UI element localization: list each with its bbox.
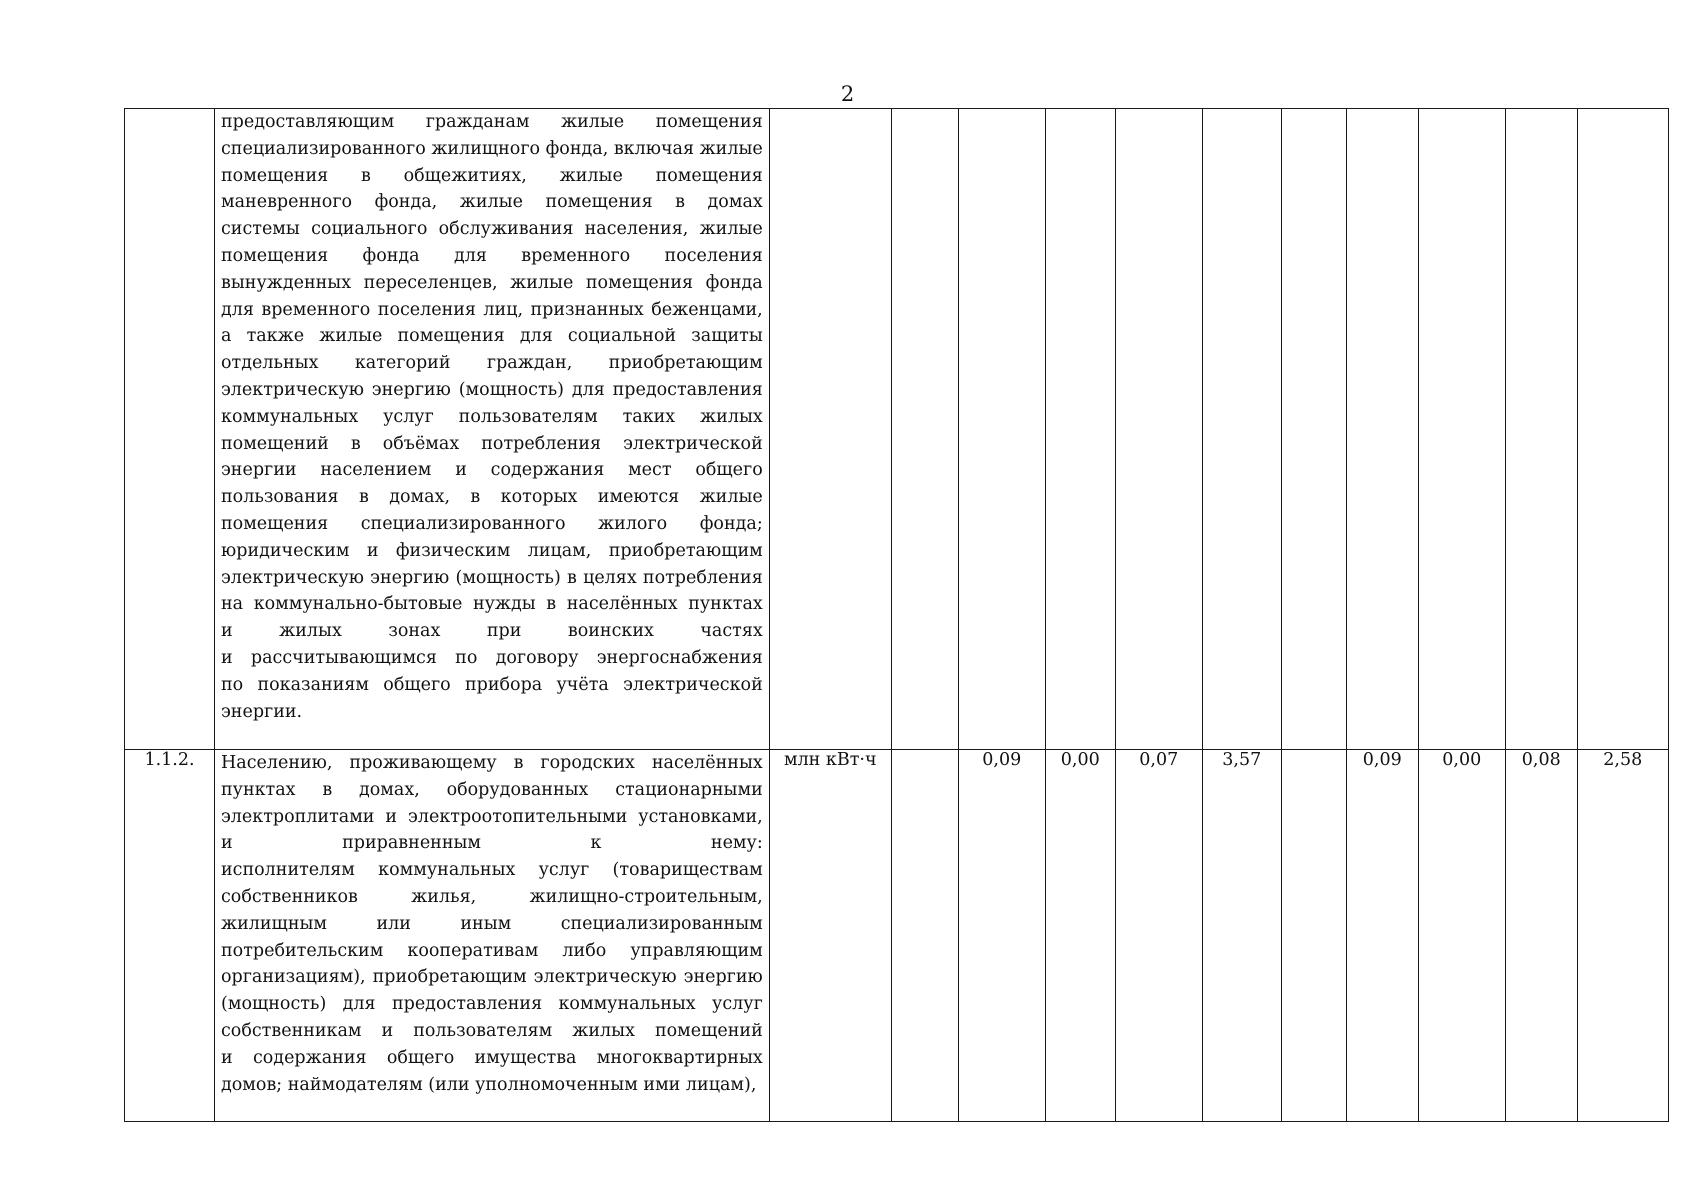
value-cell xyxy=(891,109,958,750)
description-line: энергии. xyxy=(221,701,303,722)
tariff-table xyxy=(124,108,1669,1122)
value-cell: 0,09 xyxy=(958,750,1045,1122)
description-line: предоставляющим гражданам жилые помещения xyxy=(221,112,763,132)
description-line: отдельных категорий граждан, приобретающим xyxy=(221,353,763,374)
unit-cell: млн кВт·ч xyxy=(769,750,891,1122)
value-cell xyxy=(1505,109,1577,750)
description-cell xyxy=(215,109,770,750)
description-cell xyxy=(215,750,770,1122)
description-line: системы социального обслуживания населения, жилые xyxy=(221,219,763,240)
description-line: пунктах в домах, оборудованных стационарными xyxy=(221,779,763,800)
description-line: пользования в домах, в которых имеются жилые xyxy=(221,487,763,508)
value-cell xyxy=(1281,750,1346,1122)
value-cell: 0,08 xyxy=(1505,750,1577,1122)
description-line: и приравненным к нему: xyxy=(221,833,763,854)
description-line: для временного поселения лиц, признанных беженцами, xyxy=(221,299,763,320)
value-cell xyxy=(958,109,1045,750)
page-number: 2 xyxy=(840,82,855,106)
description-line: помещения в общежитиях, жилые помещения xyxy=(221,165,763,186)
description-line: маневренного фонда, жилые помещения в домах xyxy=(221,192,763,213)
value-cell xyxy=(1115,109,1202,750)
description-line: электрическую энергию (мощность) для предоставления xyxy=(221,379,763,400)
description-line: юридическим и физическим лицам, приобретающим xyxy=(221,540,763,561)
value-cell: 0,07 xyxy=(1115,750,1202,1122)
description-line: вынужденных переселенцев, жилые помещения фонда xyxy=(221,272,763,293)
description-line: помещения специализированного жилого фонда; xyxy=(221,513,763,534)
description-line: домов; наймодателям (или уполномоченным ими лицам), xyxy=(221,1074,757,1095)
unit-cell xyxy=(769,109,891,750)
value-cell xyxy=(1346,109,1418,750)
description-line: на коммунально-бытовые нужды в населённых пунктах xyxy=(221,594,763,615)
description-line: электрическую энергию (мощность) в целях потребления xyxy=(221,567,763,588)
value-cell: 3,57 xyxy=(1202,750,1281,1122)
description-line: жилищным или иным специализированным xyxy=(221,913,763,934)
description-line: помещения фонда для временного поселения xyxy=(221,245,763,266)
value-cell xyxy=(1202,109,1281,750)
description-line: и содержания общего имущества многоквартирных xyxy=(221,1047,763,1068)
value-cell xyxy=(891,750,958,1122)
description-line: исполнителям коммунальных услуг (товариществам xyxy=(221,860,763,881)
row-number-cell: 1.1.2. xyxy=(125,750,215,1122)
value-cell xyxy=(1418,109,1505,750)
table-row xyxy=(125,109,1669,750)
description-line: помещений в объёмах потребления электрической xyxy=(221,433,763,454)
description-line: энергии населением и содержания мест общего xyxy=(221,460,763,481)
description-line: коммунальных услуг пользователям таких жилых xyxy=(221,406,763,427)
value-cell: 0,00 xyxy=(1045,750,1115,1122)
value-cell: 0,09 xyxy=(1346,750,1418,1122)
table-row xyxy=(125,750,1669,1122)
description-line: электроплитами и электроотопительными установками, xyxy=(221,806,763,827)
description-line: а также жилые помещения для социальной защиты xyxy=(221,326,763,347)
value-cell: 0,00 xyxy=(1418,750,1505,1122)
description-line: специализированного жилищного фонда, включая жилые xyxy=(221,138,763,159)
description-line: Населению, проживающему в городских населённых xyxy=(221,753,763,773)
description-line: организациям), приобретающим электрическую энергию xyxy=(221,967,763,988)
description-line: и жилых зонах при воинских частях xyxy=(221,621,763,642)
description-line: собственников жилья, жилищно-строительным, xyxy=(221,886,763,907)
row-number-cell xyxy=(125,109,215,750)
value-cell xyxy=(1045,109,1115,750)
value-cell: 2,58 xyxy=(1577,750,1668,1122)
value-cell xyxy=(1577,109,1668,750)
value-cell xyxy=(1281,109,1346,750)
description-line: собственникам и пользователям жилых помещений xyxy=(221,1020,763,1041)
description-line: потребительским кооперативам либо управляющим xyxy=(221,940,763,961)
description-line: и рассчитывающимся по договору энергоснабжения xyxy=(221,647,763,668)
description-line: по показаниям общего прибора учёта электрической xyxy=(221,674,763,695)
description-line: (мощность) для предоставления коммунальных услуг xyxy=(221,994,763,1015)
